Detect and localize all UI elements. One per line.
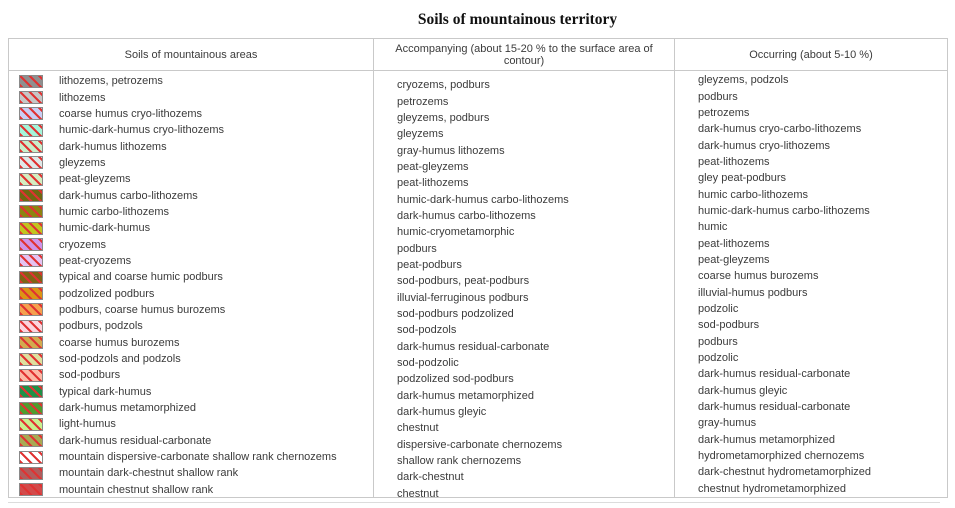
soils-legend-table: [8, 38, 948, 498]
soil-name: gleyzems: [59, 156, 106, 169]
soil-pattern-swatch: [19, 156, 43, 169]
soil-name: dark-humus metamorphized: [397, 389, 534, 402]
legend-row: [698, 154, 947, 170]
legend-row: [9, 367, 373, 383]
page-title: Soils of mountainous territory: [417, 11, 618, 28]
soil-name: podburs, coarse humus burozems: [59, 303, 226, 316]
soil-name: dark-humus residual-carbonate: [397, 340, 550, 353]
soil-pattern-swatch: [19, 303, 43, 316]
soil-name: dark-humus metamorphized: [59, 402, 196, 415]
legend-row: [9, 416, 373, 432]
column-header-main-soils: Soils of mountainous areas: [9, 39, 373, 71]
soil-pattern-swatch: [19, 140, 43, 153]
soil-name: peat-cryozems: [59, 254, 132, 267]
legend-row: [698, 72, 947, 88]
soil-pattern-swatch: [19, 254, 43, 267]
legend-row: [9, 465, 373, 481]
soil-name: sod-podburs, peat-podburs: [397, 275, 530, 288]
column-accompanying: [373, 39, 675, 497]
soil-pattern-swatch: [19, 353, 43, 366]
legend-row: [397, 322, 674, 338]
legend-row: [397, 289, 674, 305]
soil-name: chestnut: [397, 487, 439, 497]
legend-row: [9, 269, 373, 285]
legend-row: [698, 317, 947, 333]
soil-name: illuvial-humus podburs: [698, 286, 808, 299]
soil-name: petrozems: [698, 106, 750, 119]
soil-name: humic-cryometamorphic: [397, 226, 515, 239]
legend-row: [9, 285, 373, 301]
soil-pattern-swatch: [19, 271, 43, 284]
soil-name: podburs, podzols: [59, 320, 143, 333]
legend-row: [397, 306, 674, 322]
legend-row: [698, 415, 947, 431]
soil-name: coarse humus burozems: [698, 270, 819, 283]
legend-row: [698, 284, 947, 300]
soil-name: peat-gleyzems: [59, 173, 131, 186]
legend-row: [9, 89, 373, 105]
soil-name: coarse humus cryo-lithozems: [59, 107, 203, 120]
legend-row: [397, 371, 674, 387]
soil-pattern-swatch: [19, 107, 43, 120]
legend-row: [698, 366, 947, 382]
soil-name: lithozems, petrozems: [59, 75, 163, 88]
column-header-occurring: Occurring (about 5-10 %): [675, 39, 947, 71]
soil-pattern-swatch: [19, 385, 43, 398]
soil-name: podzolic: [698, 352, 739, 365]
legend-row: [397, 175, 674, 191]
legend-row: [397, 437, 674, 453]
soil-name: cryozems: [59, 238, 107, 251]
legend-row: [698, 121, 947, 137]
legend-row: [397, 469, 674, 485]
legend-row: [397, 110, 674, 126]
soil-name: hydrometamorphized chernozems: [698, 450, 865, 463]
legend-row: [397, 142, 674, 158]
soil-pattern-swatch: [19, 418, 43, 431]
soil-name: podzolized sod-podburs: [397, 373, 514, 386]
soil-pattern-swatch: [19, 238, 43, 251]
soil-name: sod-podzolic: [397, 357, 459, 370]
soil-name: dark-humus cryo-lithozems: [698, 139, 831, 152]
soil-pattern-swatch: [19, 173, 43, 186]
soil-name: dark-humus carbo-lithozems: [59, 189, 198, 202]
column-body-main-soils: [9, 71, 373, 497]
soil-name: shallow rank chernozems: [397, 455, 522, 468]
soil-pattern-swatch: [19, 287, 43, 300]
soil-name: petrozems: [397, 95, 449, 108]
legend-row: [9, 187, 373, 203]
soil-name: mountain dark-chestnut shallow rank: [59, 467, 239, 480]
legend-row: [698, 219, 947, 235]
soil-name: dark-humus lithozems: [59, 140, 167, 153]
soil-pattern-swatch: [19, 451, 43, 464]
legend-row: [397, 273, 674, 289]
legend-row: [698, 334, 947, 350]
legend-row: [9, 122, 373, 138]
soil-name: sod-podzols and podzols: [59, 353, 181, 366]
soil-name: dispersive-carbonate chernozems: [397, 438, 563, 451]
legend-row: [397, 191, 674, 207]
legend-row: [9, 449, 373, 465]
soil-name: dark-humus metamorphized: [698, 433, 835, 446]
soil-name: dark-humus cryo-carbo-lithozems: [698, 123, 862, 136]
legend-row: [9, 384, 373, 400]
legend-row: [698, 383, 947, 399]
soil-name: cryozems, podburs: [397, 79, 490, 92]
soil-name: dark-humus residual-carbonate: [59, 434, 212, 447]
soil-pattern-swatch: [19, 434, 43, 447]
legend-row: [698, 448, 947, 464]
legend-row: [698, 268, 947, 284]
soil-pattern-swatch: [19, 222, 43, 235]
soil-name: humic-dark-humus carbo-lithozems: [698, 204, 870, 217]
soil-name: sod-podzols: [397, 324, 457, 337]
legend-row: [698, 235, 947, 251]
soil-name: podburs: [397, 242, 437, 255]
legend-row: [9, 302, 373, 318]
soil-pattern-swatch: [19, 205, 43, 218]
column-body-accompanying: [374, 71, 674, 497]
legend-row: [698, 203, 947, 219]
legend-row: [9, 253, 373, 269]
legend-row: [698, 170, 947, 186]
column-header-accompanying: Accompanying (about 15-20 % to the surface area of contour): [374, 39, 674, 71]
soil-name: gleyzems: [397, 128, 444, 141]
soil-pattern-swatch: [19, 369, 43, 382]
legend-row: [698, 105, 947, 121]
legend-row: [397, 224, 674, 240]
soil-name: coarse humus burozems: [59, 336, 180, 349]
soil-name: podzolic: [698, 302, 739, 315]
legend-row: [698, 137, 947, 153]
soil-name: chestnut: [397, 422, 439, 435]
legend-row: [698, 301, 947, 317]
soil-name: peat-gleyzems: [397, 160, 469, 173]
soil-name: dark-humus residual-carbonate: [698, 401, 851, 414]
legend-row: [9, 220, 373, 236]
soil-name: sod-podburs: [698, 319, 760, 332]
legend-row: [698, 481, 947, 497]
soil-name: dark-chestnut: [397, 471, 464, 484]
soil-name: typical dark-humus: [59, 385, 152, 398]
column-occurring: [675, 39, 947, 497]
soil-pattern-swatch: [19, 402, 43, 415]
soil-name: dark-humus gleyic: [698, 384, 788, 397]
column-body-occurring: [675, 71, 947, 497]
legend-row: [9, 171, 373, 187]
legend-row: [9, 335, 373, 351]
soil-name: dark-humus carbo-lithozems: [397, 209, 536, 222]
legend-row: [397, 388, 674, 404]
soil-name: peat-podburs: [397, 258, 462, 271]
legend-row: [9, 351, 373, 367]
legend-row: [9, 155, 373, 171]
legend-row: [9, 482, 373, 497]
soil-name: mountain dispersive-carbonate shallow rank chernozems: [59, 451, 337, 464]
legend-row: [698, 88, 947, 104]
legend-row: [9, 204, 373, 220]
legend-row: [397, 355, 674, 371]
legend-row: [397, 420, 674, 436]
soil-name: humic-dark-humus: [59, 222, 151, 235]
legend-row: [9, 73, 373, 89]
soil-name: humic-dark-humus carbo-lithozems: [397, 193, 569, 206]
bottom-divider: [8, 502, 940, 503]
soil-pattern-swatch: [19, 336, 43, 349]
legend-row: [698, 252, 947, 268]
soil-name: dark-humus gleyic: [397, 406, 487, 419]
soil-name: humic carbo-lithozems: [698, 188, 809, 201]
soil-name: gleyzems, podzols: [698, 74, 789, 87]
legend-row: [397, 159, 674, 175]
soil-name: chestnut hydrometamorphized: [698, 482, 846, 495]
soil-name: humic carbo-lithozems: [59, 205, 170, 218]
soil-name: sod-podburs: [59, 369, 121, 382]
legend-row: [9, 318, 373, 334]
soil-name: peat-lithozems: [397, 177, 469, 190]
legend-row: [397, 77, 674, 93]
soil-pattern-swatch: [19, 467, 43, 480]
soil-name: peat-lithozems: [698, 155, 770, 168]
legend-row: [397, 339, 674, 355]
soil-name: mountain chestnut shallow rank: [59, 483, 214, 496]
legend-row: [397, 93, 674, 109]
legend-row: [397, 486, 674, 497]
soil-name: gley peat-podburs: [698, 172, 787, 185]
soil-name: humic-dark-humus cryo-lithozems: [59, 124, 225, 137]
soil-name: sod-podburs podzolized: [397, 307, 514, 320]
soil-pattern-swatch: [19, 91, 43, 104]
legend-row: [397, 240, 674, 256]
soil-name: gray-humus lithozems: [397, 144, 505, 157]
soil-name: peat-lithozems: [698, 237, 770, 250]
legend-row: [9, 106, 373, 122]
legend-row: [397, 208, 674, 224]
legend-row: [698, 432, 947, 448]
legend-row: [9, 236, 373, 252]
legend-row: [9, 400, 373, 416]
legend-row: [9, 433, 373, 449]
legend-row: [397, 257, 674, 273]
soil-name: podburs: [698, 90, 738, 103]
legend-row: [698, 464, 947, 480]
soil-name: gray-humus: [698, 417, 757, 430]
legend-row: [698, 399, 947, 415]
soil-pattern-swatch: [19, 124, 43, 137]
legend-row: [9, 138, 373, 154]
soil-pattern-swatch: [19, 75, 43, 88]
soil-name: dark-humus residual-carbonate: [698, 368, 851, 381]
legend-row: [397, 404, 674, 420]
soil-pattern-swatch: [19, 320, 43, 333]
soil-name: lithozems: [59, 91, 106, 104]
legend-row: [397, 126, 674, 142]
column-main-soils: [9, 39, 373, 497]
soil-name: humic: [698, 221, 728, 234]
legend-row: [397, 453, 674, 469]
soil-pattern-swatch: [19, 483, 43, 496]
soil-name: podburs: [698, 335, 738, 348]
soil-pattern-swatch: [19, 189, 43, 202]
soil-name: dark-chestnut hydrometamorphized: [698, 466, 872, 479]
soil-name: illuvial-ferruginous podburs: [397, 291, 529, 304]
soil-name: peat-gleyzems: [698, 253, 770, 266]
soil-name: gleyzems, podburs: [397, 111, 490, 124]
soil-name: light-humus: [59, 418, 116, 431]
soil-name: typical and coarse humic podburs: [59, 271, 223, 284]
legend-row: [698, 350, 947, 366]
soil-name: podzolized podburs: [59, 287, 155, 300]
legend-row: [698, 186, 947, 202]
